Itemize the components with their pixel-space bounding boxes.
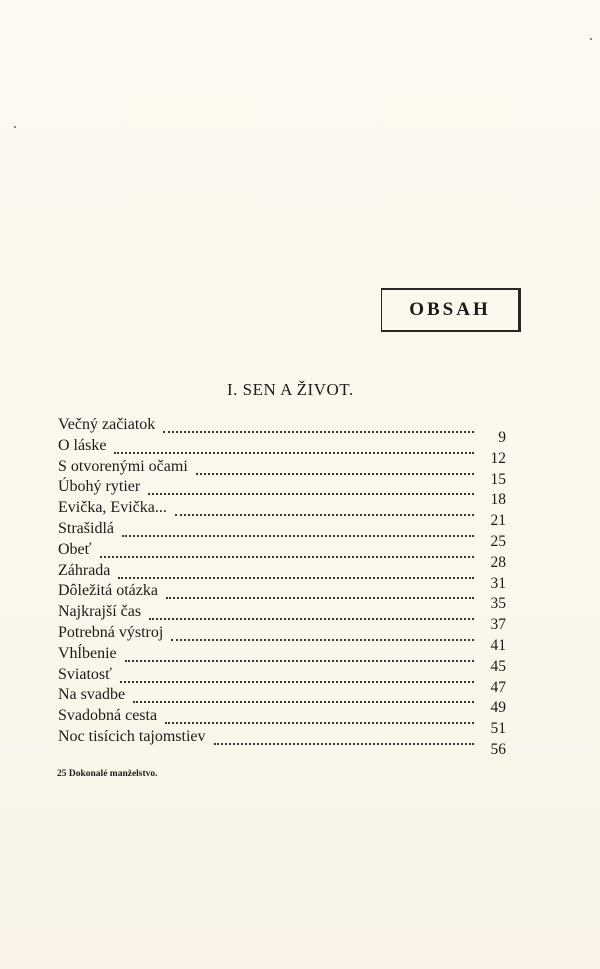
toc-entry-title: Noc tisícich tajomstiev: [58, 727, 206, 745]
toc-entry-page: 18: [490, 491, 506, 509]
contents-title-box: [381, 288, 521, 332]
toc-leader-dots: [171, 625, 474, 641]
toc-leader-dots: [166, 583, 474, 599]
toc-entry-page: 47: [490, 678, 506, 696]
toc-entry-page: 25: [490, 532, 506, 550]
toc-entry-title: Najkrajší čas: [58, 603, 142, 621]
toc-entry-title: Evička, Evička...: [58, 499, 167, 517]
toc-entry-page: 12: [490, 449, 506, 467]
toc-entry-title: Dôležitá otázka: [58, 582, 158, 600]
toc-entry-title: Záhrada: [58, 561, 111, 579]
toc-entry-title: Večný začiatok: [58, 416, 156, 433]
toc-entry-title: Potrebná výstroj: [58, 623, 164, 641]
toc-entry-page: 15: [490, 470, 506, 488]
toc-entry-page: 37: [490, 616, 506, 634]
toc-leader-dots: [100, 542, 474, 558]
toc-leader-dots: [148, 479, 474, 495]
contents-title: OBSAH: [409, 299, 491, 320]
toc-entry-page: 31: [490, 574, 506, 592]
toc-leader-dots: [149, 604, 474, 620]
toc-entry-page: 41: [490, 636, 506, 654]
toc-entry-page: 21: [490, 512, 506, 530]
toc-entry-page: 56: [490, 740, 506, 758]
toc-leader-dots: [114, 438, 474, 454]
toc-entry-title: Sviatosť: [58, 665, 112, 683]
toc-entry-title: Úbohý rytier: [58, 478, 141, 496]
section-heading: I. SEN A ŽIVOT.: [227, 380, 354, 399]
toc-leader-dots: [122, 521, 474, 537]
toc-entry-title: Vhĺbenie: [58, 644, 117, 662]
toc-entry-page: 49: [490, 699, 506, 717]
toc-entry-title: O láske: [58, 436, 107, 454]
toc-leader-dots: [163, 417, 474, 433]
toc-leader-dots: [175, 500, 474, 516]
toc-entry-title: Na svadbe: [58, 686, 126, 704]
toc-entry-title: S otvorenými očami: [58, 457, 188, 475]
toc-entry-page: 35: [490, 595, 506, 613]
toc-leader-dots: [118, 563, 474, 579]
toc-leader-dots: [120, 667, 474, 683]
table-of-contents: [58, 415, 508, 758]
footer-note: 25 Dokonalé manželstvo.: [57, 769, 158, 779]
toc-entry-page: 9: [498, 429, 506, 446]
toc-entry-page: 51: [490, 720, 506, 738]
toc-entry-page: 28: [490, 553, 506, 571]
toc-entry-title: Strašidlá: [58, 519, 114, 537]
paper-speck: [590, 38, 592, 40]
toc-leader-dots: [133, 687, 474, 703]
paper-speck: [14, 126, 16, 128]
toc-leader-dots: [214, 729, 474, 745]
toc-leader-dots: [125, 646, 474, 662]
toc-entry-page: 45: [490, 657, 506, 675]
toc-entry-title: Svadobná cesta: [58, 707, 158, 725]
toc-leader-dots: [165, 708, 474, 724]
toc-entry: [58, 727, 508, 758]
toc-leader-dots: [196, 459, 474, 475]
toc-entry-title: Obeť: [58, 540, 92, 558]
